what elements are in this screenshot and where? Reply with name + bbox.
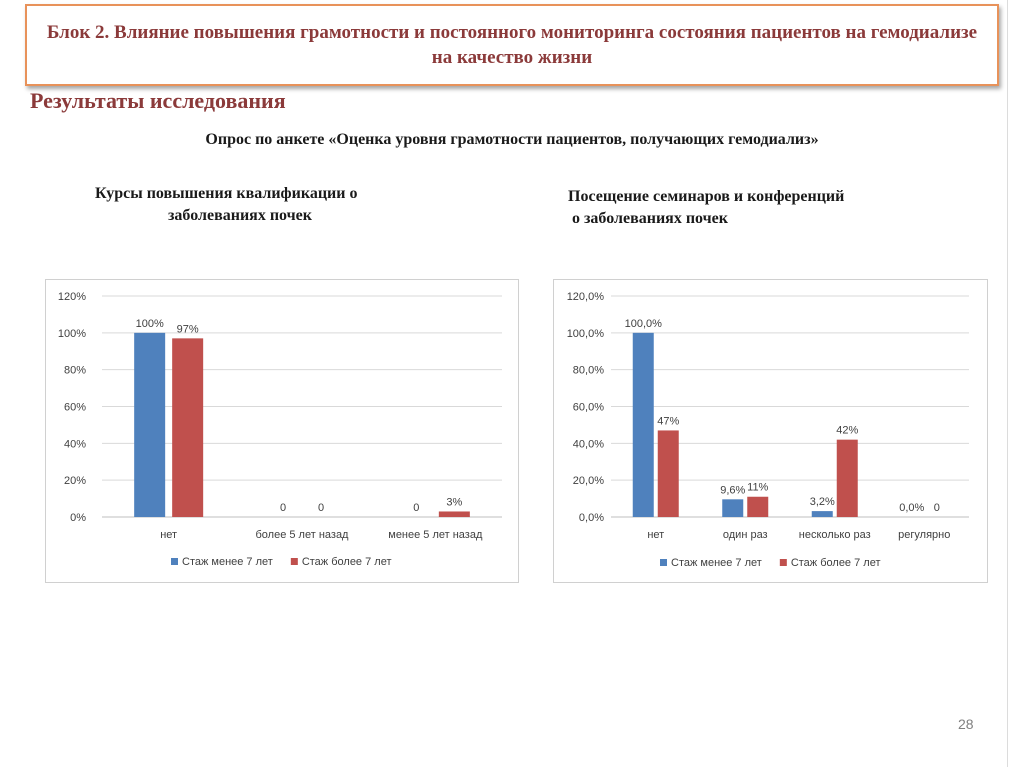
chart1-data-label: 97% [176, 323, 199, 336]
chart1-heading-line2: заболеваниях почек [168, 207, 312, 224]
chart1-data-label: 0 [413, 502, 420, 514]
chart1-y-tick-label: 80% [63, 364, 86, 377]
chart2-legend-swatch [660, 559, 667, 566]
chart1-y-tick-label: 60% [63, 401, 86, 414]
chart1-data-label: 3% [446, 496, 463, 509]
chart2-bar [812, 511, 833, 517]
chart2-heading [568, 186, 844, 230]
chart2-bar [633, 333, 654, 517]
chart1-legend-swatch [171, 558, 178, 565]
chart2-data-label: 42% [836, 424, 859, 437]
chart1-bar [172, 338, 203, 517]
chart2-heading-line1: Посещение семинаров и конференций [568, 188, 845, 205]
chart2-container [553, 279, 988, 583]
chart2-bar [837, 440, 858, 517]
chart1-y-tick-label: 0% [70, 512, 86, 524]
page-number: 28 [958, 716, 974, 732]
chart2-legend-label: Стаж менее 7 лет [671, 557, 762, 569]
chart2-y-tick-label: 80,0% [572, 364, 604, 377]
chart2-y-tick-label: 40,0% [572, 438, 604, 451]
slide-title-box [25, 4, 999, 86]
chart1-bar [439, 511, 470, 517]
chart2-x-tick-label: нет [647, 529, 665, 541]
chart2-data-label: 11% [747, 481, 769, 494]
chart2-x-tick-label: один раз [722, 529, 768, 541]
chart2-y-tick-label: 100,0% [566, 327, 604, 340]
survey-title: Опрос по анкете «Оценка уровня грамотности пациентов, получающих гемодиализ» [205, 131, 819, 148]
chart1-data-label: 0 [279, 502, 287, 514]
chart2-data-label: 9,6% [720, 484, 746, 497]
chart2-data-label: 3,2% [809, 496, 835, 509]
chart2-y-tick-label: 0,0% [578, 512, 604, 524]
chart2-y-tick-label: 60,0% [572, 401, 604, 414]
chart1-legend-label: Стаж более 7 лет [301, 556, 392, 568]
chart1-heading [95, 183, 357, 227]
chart1-x-tick-label: менее 5 лет назад [388, 529, 483, 541]
chart2-data-label: 100,0% [624, 317, 662, 330]
chart2-data-label: 47% [657, 415, 680, 428]
slide-title: Блок 2. Влияние повышения грамотности и постоянного мониторинга состояния пациентов на гемодиализе на качество жизни [46, 22, 978, 68]
chart2-y-tick-label: 20,0% [572, 475, 604, 488]
chart2-legend-label: Стаж более 7 лет [790, 557, 881, 569]
chart1-y-tick-label: 100% [57, 327, 86, 340]
chart1-bar [134, 333, 165, 517]
slide-right-edge [1007, 0, 1008, 767]
chart1-y-tick-label: 20% [63, 475, 86, 488]
chart2-bar [747, 497, 768, 517]
chart1-y-tick-label: 120% [57, 291, 86, 303]
chart2-bar [658, 430, 679, 517]
chart2-svg [554, 280, 987, 582]
chart1-x-tick-label: более 5 лет назад [255, 529, 349, 541]
chart1-legend-label: Стаж менее 7 лет [182, 556, 273, 568]
chart2-x-tick-label: несколько раз [798, 529, 871, 541]
section-title: Результаты исследования [30, 88, 286, 113]
chart1-x-tick-label: нет [160, 529, 178, 541]
chart1-heading-line1: Курсы повышения квалификации о [95, 185, 358, 202]
chart1-data-label: 0 [317, 502, 325, 514]
chart2-y-tick-label: 120,0% [566, 291, 604, 303]
chart2-bar [722, 499, 743, 517]
chart1-data-label: 100% [135, 317, 164, 330]
chart2-legend-swatch [780, 559, 787, 566]
chart1-svg [46, 280, 518, 582]
chart1-y-tick-label: 40% [63, 438, 86, 451]
chart1-legend-swatch [291, 558, 298, 565]
chart2-heading-line2: о заболеваниях почек [568, 210, 728, 227]
chart1-container [45, 279, 519, 583]
chart2-data-label: 0,0% [899, 502, 925, 514]
chart2-x-tick-label: регулярно [898, 529, 951, 541]
chart2-data-label: 0 [933, 502, 940, 514]
